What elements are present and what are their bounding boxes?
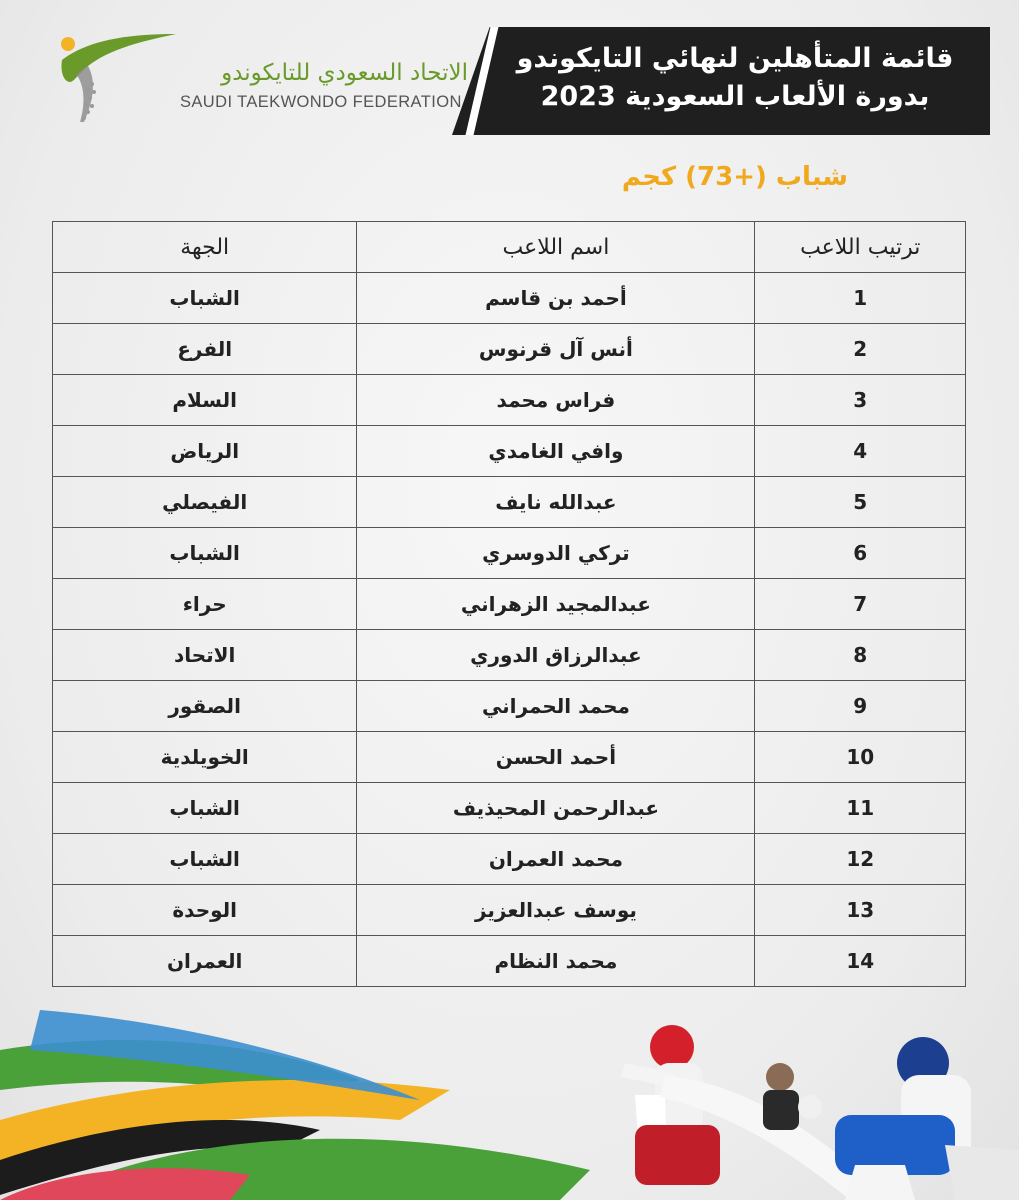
cell-club: الوحدة [53,885,357,936]
cell-player-name: محمد الحمراني [357,681,755,732]
cell-club: الشباب [53,273,357,324]
cell-player-name: أحمد الحسن [357,732,755,783]
table-row [53,477,966,528]
table-body [53,273,966,987]
federation-logo [58,30,468,125]
cell-club: العمران [53,936,357,987]
table-row [53,324,966,375]
table-row [53,528,966,579]
cell-rank: 14 [755,936,966,987]
cell-club: الصقور [53,681,357,732]
table-row [53,273,966,324]
cell-player-name: عبدالرحمن المحيذيف [357,783,755,834]
cell-rank: 6 [755,528,966,579]
header-club: الجهة [53,222,357,273]
taekwondo-fighters-image [605,1015,1019,1200]
cell-rank: 3 [755,375,966,426]
cell-club: حراء [53,579,357,630]
table-row [53,579,966,630]
page-title-line-1: قائمة المتأهلين لنهائي التايكوندو [516,43,954,74]
cell-club: الشباب [53,528,357,579]
table-row [53,426,966,477]
page-title-line-2: بدورة الألعاب السعودية 2023 [540,81,930,112]
table-row [53,936,966,987]
cell-rank: 10 [755,732,966,783]
table-row [53,681,966,732]
cell-player-name: عبدالله نايف [357,477,755,528]
cell-club: السلام [53,375,357,426]
cell-player-name: وافي الغامدي [357,426,755,477]
cell-club: الشباب [53,834,357,885]
saudi-games-ribbons [0,1010,600,1200]
cell-club: الشباب [53,783,357,834]
cell-rank: 7 [755,579,966,630]
cell-rank: 8 [755,630,966,681]
table-row [53,885,966,936]
cell-club: الفيصلي [53,477,357,528]
cell-club: الاتحاد [53,630,357,681]
cell-player-name: يوسف عبدالعزيز [357,885,755,936]
weight-category: شباب (+73) كجم [621,162,848,192]
cell-rank: 1 [755,273,966,324]
header-rank: ترتيب اللاعب [755,222,966,273]
logo-english-name: SAUDI TAEKWONDO FEDERATION [180,93,462,111]
cell-player-name: عبدالمجيد الزهراني [357,579,755,630]
cell-rank: 5 [755,477,966,528]
cell-rank: 2 [755,324,966,375]
table-row [53,834,966,885]
cell-rank: 11 [755,783,966,834]
cell-club: الفرع [53,324,357,375]
cell-rank: 13 [755,885,966,936]
cell-player-name: فراس محمد [357,375,755,426]
table-row [53,783,966,834]
cell-rank: 4 [755,426,966,477]
cell-rank: 9 [755,681,966,732]
table-row [53,630,966,681]
cell-rank: 12 [755,834,966,885]
page-title [500,40,970,116]
cell-player-name: أنس آل قرنوس [357,324,755,375]
header-name: اسم اللاعب [357,222,755,273]
logo-arabic-name: الاتحاد السعودي للتايكوندو [221,60,468,86]
finalists-table [52,221,966,987]
cell-club: الرياض [53,426,357,477]
table-header-row [53,222,966,273]
cell-player-name: تركي الدوسري [357,528,755,579]
table-row [53,732,966,783]
table-row [53,375,966,426]
cell-player-name: محمد النظام [357,936,755,987]
taekwondo-emblem-icon [58,30,178,125]
cell-player-name: أحمد بن قاسم [357,273,755,324]
cell-player-name: عبدالرزاق الدوري [357,630,755,681]
cell-player-name: محمد العمران [357,834,755,885]
cell-club: الخويلدية [53,732,357,783]
